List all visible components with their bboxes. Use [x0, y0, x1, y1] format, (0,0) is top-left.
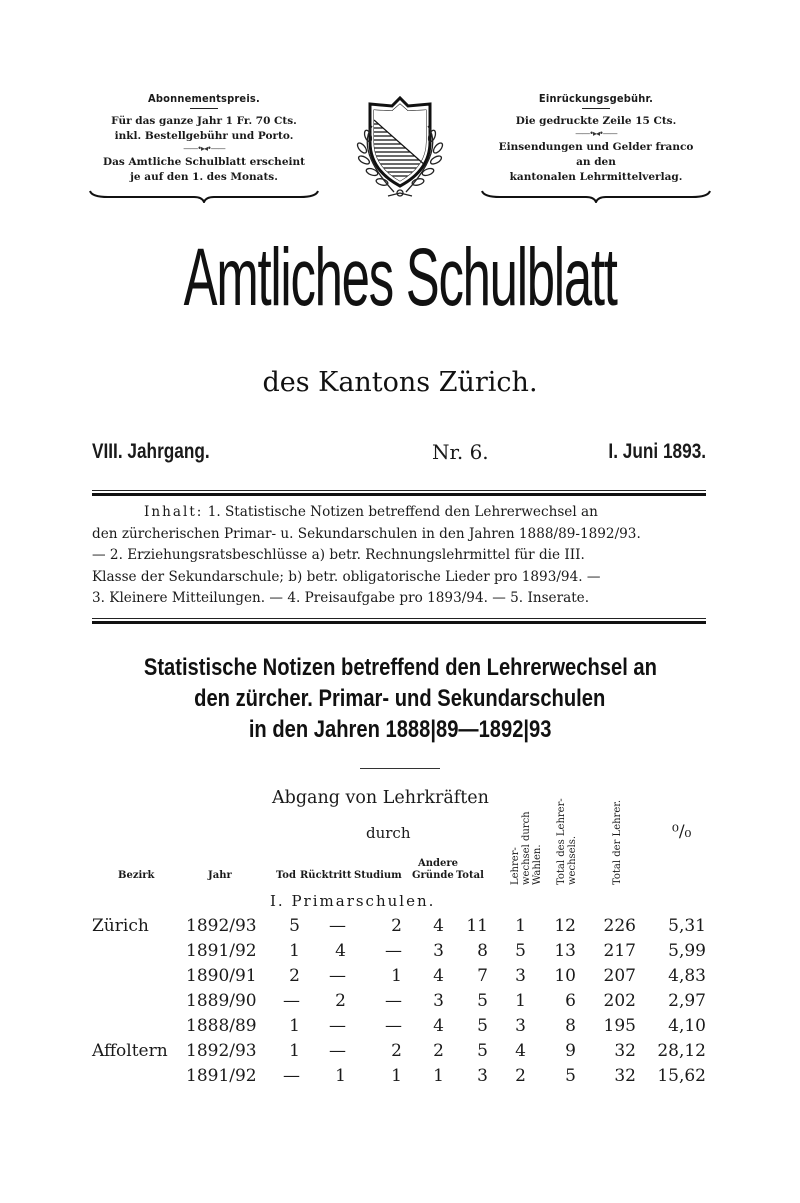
cell-tod: —	[283, 991, 300, 1011]
ornament-divider: ——•▸◂•——	[183, 144, 225, 153]
curly-brace-ornament	[88, 189, 320, 203]
table-of-contents	[92, 502, 706, 610]
cell-andere: 1	[433, 1066, 444, 1086]
cell-andere: 2	[433, 1041, 444, 1061]
cell-ruecktritt: —	[329, 916, 346, 936]
article-title-line: den zürcher. Primar- und Sekundarschulen	[194, 685, 606, 712]
article-title	[0, 652, 800, 745]
cell-total: 8	[477, 941, 488, 961]
cell-total-lehrer: 32	[614, 1041, 636, 1061]
cell-jahr: 1892/93	[186, 1041, 257, 1061]
divider	[360, 768, 440, 769]
contents-line: den zürcherischen Primar- u. Sekundarschulen in den Jahren 1888/89-1892/93.	[92, 525, 641, 542]
col-header-andere: Andere	[418, 858, 459, 869]
cell-total-lehrer: 226	[603, 916, 636, 936]
cell-studium: 1	[391, 966, 402, 986]
cell-studium: —	[385, 991, 402, 1011]
article-title-line: in den Jahren 1888|89—1892|93	[248, 716, 552, 743]
ornament-divider: ——•▸◂•——	[575, 129, 617, 138]
divider	[190, 108, 218, 109]
header-text: wechsel durch	[521, 811, 532, 885]
cell-jahr: 1891/92	[186, 1066, 257, 1086]
submission-note-2: an den	[576, 156, 616, 168]
col-header-gruende: Gründe	[412, 870, 454, 881]
cell-wahlen: 3	[515, 1016, 526, 1036]
cell-tod: —	[283, 1066, 300, 1086]
cell-andere: 4	[433, 916, 444, 936]
cell-ruecktritt: 4	[335, 941, 346, 961]
fee-line: Die gedruckte Zeile 15 Cts.	[515, 115, 677, 127]
subscription-price-box	[88, 92, 320, 203]
cell-percent: 5,99	[668, 941, 706, 961]
cell-ruecktritt: —	[329, 966, 346, 986]
cell-wahlen: 3	[515, 966, 526, 986]
cell-bezirk: Zürich	[92, 916, 149, 936]
issue-info	[92, 440, 706, 470]
header-text: Lehrer-	[510, 847, 521, 885]
cell-total: 7	[477, 966, 488, 986]
date-text: I. Juni 1893.	[608, 440, 706, 463]
volume-text: VIII. Jahrgang.	[92, 440, 210, 463]
cell-total-lehrer: 32	[614, 1066, 636, 1086]
cell-total-lehrer: 202	[603, 991, 636, 1011]
cell-tod: 1	[289, 1016, 300, 1036]
curly-brace-ornament	[480, 189, 712, 203]
cell-total: 3	[477, 1066, 488, 1086]
col-header-studium: Studium	[354, 870, 402, 881]
cell-tod: 2	[289, 966, 300, 986]
submission-note: Einsendungen und Gelder franco	[498, 141, 694, 153]
price-note: inkl. Bestellgebühr und Porto.	[114, 130, 294, 142]
cell-andere: 4	[433, 1016, 444, 1036]
contents-line: 3. Kleinere Mitteilungen. — 4. Preisaufgabe pro 1893/94. — 5. Inserate.	[92, 590, 590, 606]
cell-percent: 2,97	[668, 991, 706, 1011]
col-header-percent: ⁰/₀	[672, 822, 692, 842]
cell-percent: 28,12	[657, 1041, 706, 1061]
divider	[582, 108, 610, 109]
cell-percent: 4,83	[668, 966, 706, 986]
issue-date	[587, 440, 706, 464]
cell-tod: 1	[289, 941, 300, 961]
col-header-total-wechsel	[556, 770, 578, 885]
volume-label	[92, 440, 236, 464]
contents-line	[92, 502, 706, 524]
header-text: wechsels.	[567, 835, 578, 885]
contents-label: Inhalt:	[144, 504, 204, 520]
contents-line: — 2. Erziehungsratsbeschlüsse a) betr. Rechnungslehrmittel für die III.	[92, 547, 585, 563]
cell-wahlen: 4	[515, 1041, 526, 1061]
cell-jahr: 1889/90	[186, 991, 257, 1011]
cell-andere: 3	[433, 941, 444, 961]
table-group-subheader: durch	[366, 824, 411, 842]
article-title-line: Statistische Notizen betreffend den Lehrerwechsel an	[143, 654, 657, 681]
cell-studium: —	[385, 1016, 402, 1036]
double-rule-bottom	[92, 618, 706, 624]
col-header-total: Total	[456, 870, 484, 881]
cell-percent: 4,10	[668, 1016, 706, 1036]
cell-total: 5	[477, 1016, 488, 1036]
col-header-bezirk: Bezirk	[118, 870, 155, 881]
cell-ruecktritt: —	[329, 1016, 346, 1036]
cell-total-wechsel: 12	[554, 916, 576, 936]
cell-percent: 15,62	[657, 1066, 706, 1086]
col-header-total-lehrer	[612, 770, 623, 885]
cell-studium: 2	[391, 916, 402, 936]
cell-ruecktritt: 1	[335, 1066, 346, 1086]
col-header-ruecktritt: Rücktritt	[300, 870, 352, 881]
insertion-fee-box	[480, 92, 712, 203]
cell-ruecktritt: 2	[335, 991, 346, 1011]
cell-total-wechsel: 6	[565, 991, 576, 1011]
cell-ruecktritt: —	[329, 1041, 346, 1061]
publication-schedule: je auf den 1. des Monats.	[130, 171, 278, 183]
cell-wahlen: 5	[515, 941, 526, 961]
cell-wahlen: 1	[515, 991, 526, 1011]
cell-wahlen: 2	[515, 1066, 526, 1086]
double-rule-top	[92, 490, 706, 496]
cell-total-lehrer: 207	[603, 966, 636, 986]
cell-jahr: 1891/92	[186, 941, 257, 961]
publisher-note: kantonalen Lehrmittelverlag.	[509, 171, 683, 183]
cell-studium: 1	[391, 1066, 402, 1086]
zurich-coat-of-arms-icon	[336, 96, 464, 200]
cell-total: 5	[477, 991, 488, 1011]
cell-andere: 3	[433, 991, 444, 1011]
cell-total-wechsel: 10	[554, 966, 576, 986]
contents-text: 1. Statistische Notizen betreffend den Lehrerwechsel an	[207, 504, 598, 520]
col-header-tod: Tod	[276, 870, 296, 881]
cell-total-lehrer: 195	[603, 1016, 636, 1036]
cell-jahr: 1888/89	[186, 1016, 257, 1036]
cell-total-wechsel: 9	[565, 1041, 576, 1061]
price-line: Für das ganze Jahr 1 Fr. 70 Cts.	[111, 115, 297, 127]
title-text: Amtliches Schulblatt	[183, 232, 617, 323]
header-text: Total der Lehrer.	[612, 799, 623, 885]
cell-studium: —	[385, 941, 402, 961]
cell-total-wechsel: 5	[565, 1066, 576, 1086]
table-group-header: Abgang von Lehrkräften	[272, 788, 489, 808]
cell-tod: 1	[289, 1041, 300, 1061]
cell-total-wechsel: 13	[554, 941, 576, 961]
table-section-label: I. Primarschulen.	[270, 892, 436, 910]
cell-total-wechsel: 8	[565, 1016, 576, 1036]
cell-total-lehrer: 217	[603, 941, 636, 961]
cell-tod: 5	[289, 916, 300, 936]
cell-studium: 2	[391, 1041, 402, 1061]
cell-total: 11	[466, 916, 488, 936]
cell-wahlen: 1	[515, 916, 526, 936]
cell-percent: 5,31	[668, 916, 706, 936]
subscription-heading: Abonnementspreis.	[148, 92, 260, 105]
newspaper-title	[0, 228, 800, 328]
insertion-fee-heading: Einrückungsgebühr.	[538, 92, 654, 105]
cell-bezirk: Affoltern	[92, 1041, 168, 1061]
publication-note: Das Amtliche Schulblatt erscheint	[103, 156, 305, 168]
cell-jahr: 1890/91	[186, 966, 257, 986]
newspaper-subtitle: des Kantons Zürich.	[262, 367, 538, 398]
header-text: Total des Lehrer-	[556, 798, 567, 885]
col-header-jahr: Jahr	[208, 870, 232, 881]
cell-jahr: 1892/93	[186, 916, 257, 936]
header-text: Wahlen.	[532, 844, 543, 885]
issue-number: Nr. 6.	[432, 440, 489, 464]
col-header-wahlen	[510, 770, 543, 885]
contents-line: Klasse der Sekundarschule; b) betr. obligatorische Lieder pro 1893/94. —	[92, 568, 601, 585]
cell-andere: 4	[433, 966, 444, 986]
cell-total: 5	[477, 1041, 488, 1061]
